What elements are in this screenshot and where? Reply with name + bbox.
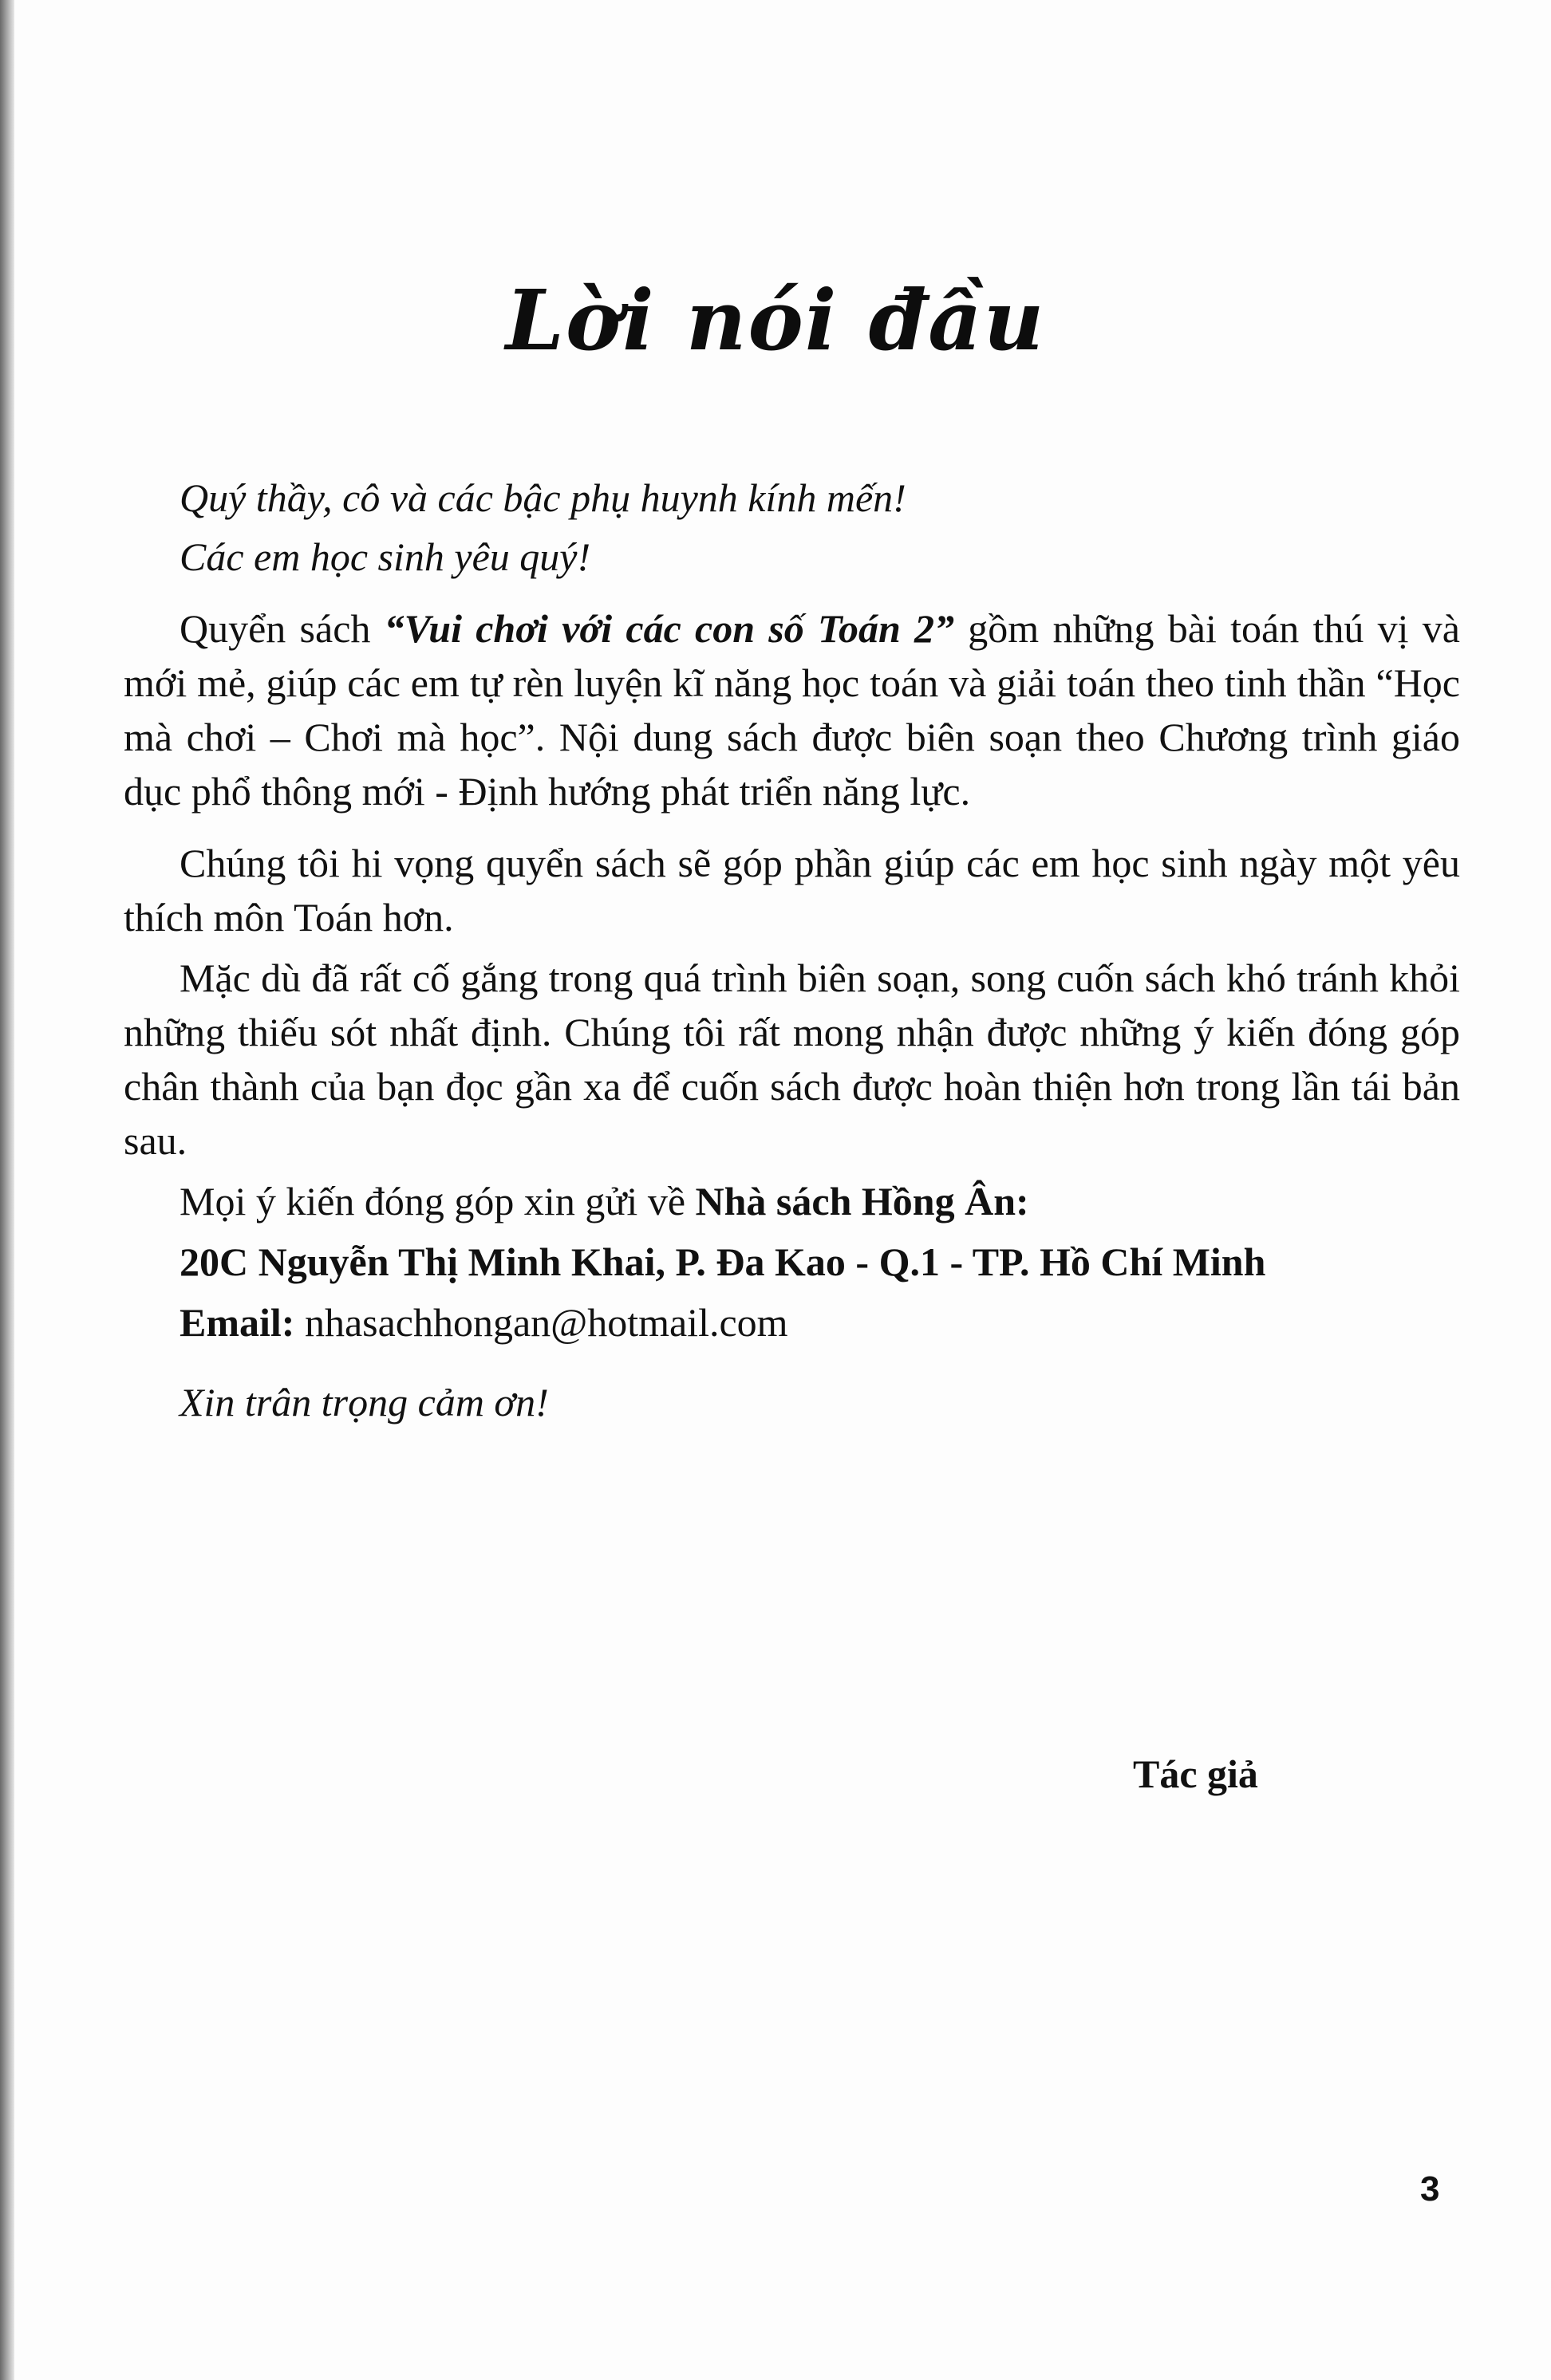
paragraph-1 [124, 601, 1460, 818]
email-label: Email: [180, 1300, 295, 1345]
author-signature: Tác giả [1133, 1752, 1258, 1796]
thanks-line: Xin trân trọng cảm ơn! [180, 1380, 549, 1424]
contact-intro: Mọi ý kiến đóng góp xin gửi về [180, 1179, 696, 1223]
page-title: Lời nói đầu [505, 271, 1046, 369]
page-number: 3 [1420, 2169, 1440, 2209]
paragraph-2: Chúng tôi hi vọng quyển sách sẽ góp phần giúp các em học sinh ngày một yêu thích môn Toán hơn. [124, 841, 1460, 940]
paragraph-3: Mặc dù đã rất cố gắng trong quá trình biên soạn, song cuốn sách khó tránh khỏi những thiếu sót nhất định. Chúng tôi rất mong nhận được những ý kiến đóng góp chân thành của bạn đọc gần xa để cuốn sách được hoàn thiện hơn trong lần tái bản sau. [124, 956, 1460, 1163]
greeting-line-2: Các em học sinh yêu quý! [180, 534, 591, 579]
greeting-line-1: Quý thầy, cô và các bậc phụ huynh kính mến! [180, 475, 906, 520]
publisher-address: 20C Nguyễn Thị Minh Khai, P. Đa Kao - Q.1 - TP. Hồ Chí Minh [180, 1239, 1266, 1284]
publisher-name: Nhà sách Hồng Ân: [695, 1179, 1029, 1223]
email-line [180, 1295, 1460, 1350]
paragraph-1-rest: gồm những bài toán thú vị và mới mẻ, giúp các em tự rèn luyện kĩ năng học toán và giải toán theo tinh thần “Học mà chơi – Chơi mà học”. Nội dung sách được biên soạn theo Chương trình giáo dục phổ thông mới - Định hướng phát triển năng lực. [124, 606, 1460, 814]
contact-intro-line [124, 1174, 1460, 1228]
paragraph-1-lead: Quyển sách [180, 606, 385, 651]
email-address: nhasachhongan@hotmail.com [294, 1300, 788, 1345]
preface-body [124, 471, 1460, 1429]
book-title: “Vui chơi với các con số Toán 2” [384, 606, 955, 651]
